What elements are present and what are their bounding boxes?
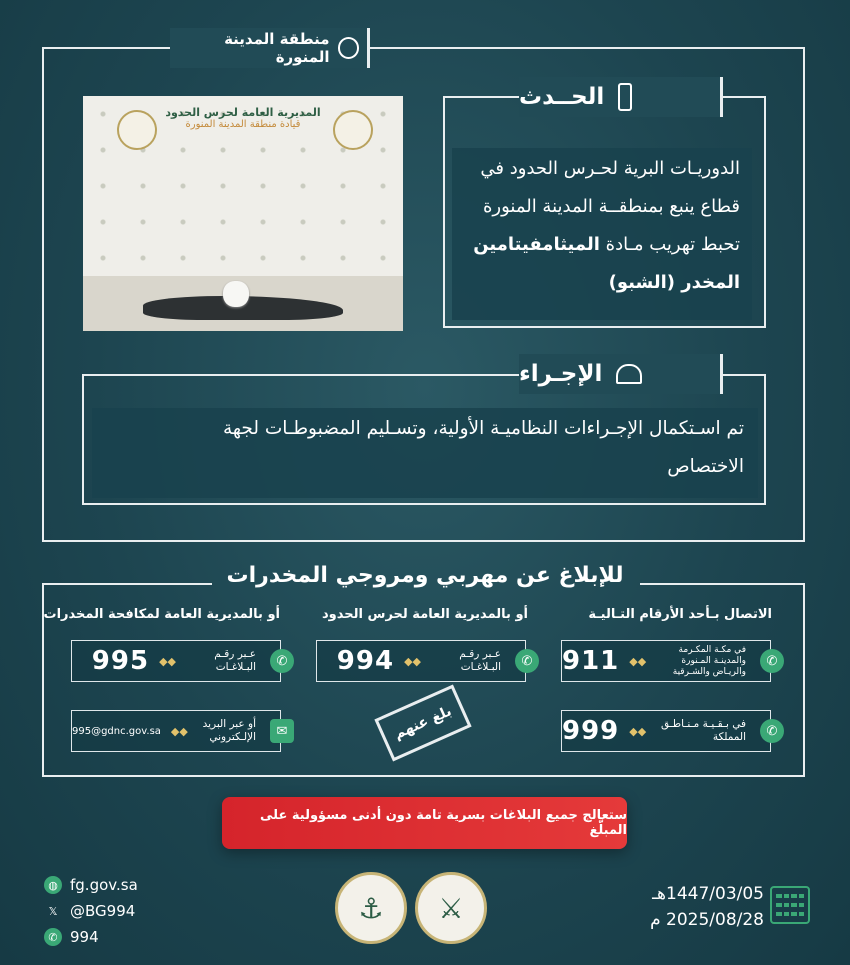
report-frame-top-right xyxy=(640,583,805,585)
region-name: منطقة المدينة المنورة xyxy=(224,30,330,66)
seizure-photo xyxy=(83,96,403,331)
date-gregorian: 2025/08/28 م xyxy=(650,910,764,930)
event-drug-name: الميثامفيتامين xyxy=(473,234,600,255)
diamond-icon: ◆◆ xyxy=(170,724,188,738)
phone-icon: ✆ xyxy=(760,719,784,743)
col-mid-head: أو بالمديرية العامة لحرس الحدود xyxy=(322,607,528,622)
report-frame-top-left xyxy=(42,583,212,585)
hotline-999-number: 999 xyxy=(562,716,620,746)
diamond-icon: ◆◆ xyxy=(629,654,647,668)
hotline-999[interactable] xyxy=(561,710,778,752)
website-text[interactable]: fg.gov.sa xyxy=(70,876,138,894)
event-line-1: الدوريـات البرية لحـرس الحدود في xyxy=(480,158,740,179)
event-title: الحــدث xyxy=(519,84,605,110)
hotline-995-number: 995 xyxy=(91,646,150,676)
event-line-2: قطاع ينبع بمنطقــة المدينة المنورة xyxy=(482,196,740,217)
region-tag xyxy=(170,28,370,68)
email-label: أو عبر البريد الإلـكتروني xyxy=(202,718,256,743)
website-link[interactable] xyxy=(44,876,138,894)
hotline-999-label: في بـقـيـة مـنـاطـق المملكة xyxy=(660,718,746,743)
phone-icon: ✆ xyxy=(44,928,62,946)
saudi-emblem: ⚔ xyxy=(415,872,487,944)
globe-icon: ◍ xyxy=(44,876,62,894)
phone-icon: ✆ xyxy=(515,649,539,673)
col-right-head: الاتصال بـأحد الأرقام التـاليـة xyxy=(588,607,772,622)
hotline-911[interactable] xyxy=(561,640,778,682)
diamond-icon: ◆◆ xyxy=(159,654,176,668)
hotline-995-label: عـبر رقـم البـلاغـات xyxy=(214,648,256,673)
x-link[interactable] xyxy=(44,902,138,920)
event-line-3-prefix: تحبط تهريب مـادة xyxy=(605,234,740,255)
diamond-icon: ◆◆ xyxy=(404,654,421,668)
phone-icon: ✆ xyxy=(270,649,294,673)
event-line-3 xyxy=(464,226,740,264)
report-heading: للإبلاغ عن مهربي ومروجي المخدرات xyxy=(226,563,624,588)
action-line-1: تم اسـتكمال الإجـراءات النظاميـة الأولية، وتسـليم المضبوطـات لجهة xyxy=(222,418,744,439)
col-left-head: أو بالمديرية العامة لمكافحة المخدرات xyxy=(43,607,280,622)
phone-link[interactable] xyxy=(44,928,138,946)
hotline-994-label: عـبر رقـم البـلاغـات xyxy=(459,648,501,673)
phone-icon: ✆ xyxy=(760,649,784,673)
dates xyxy=(620,884,764,930)
x-icon: 𝕏 xyxy=(48,904,58,918)
hotline-911-label: في مكـة المكـرمة والمدينـة المـنورة والريـاض والشـرقية xyxy=(672,644,746,677)
confidentiality-banner: ستعالج جميع البلاغات بسرية تامة دون أدنى مسؤولية على المبلّغ xyxy=(222,797,627,849)
report-them-stamp: بلغ عنهم xyxy=(374,684,471,761)
x-handle[interactable]: @BG994 xyxy=(70,902,136,920)
radio-icon xyxy=(618,83,632,111)
photo-sign-line2: قيادة منطقة المدينة المنورة xyxy=(185,119,301,130)
hotline-911-number: 911 xyxy=(562,646,620,676)
event-line-4: المخدر (الشبو) xyxy=(608,272,740,293)
border-guard-emblem: ⚓ xyxy=(335,872,407,944)
hotline-994-number: 994 xyxy=(336,646,395,676)
action-line-2: الاختصاص xyxy=(667,456,744,477)
action-text-box xyxy=(92,408,758,498)
mail-icon: ✉ xyxy=(270,719,294,743)
hotline-994[interactable] xyxy=(316,640,533,682)
event-text-box xyxy=(452,148,752,320)
photo-sign xyxy=(83,106,403,130)
email-report[interactable] xyxy=(71,710,288,752)
photo-seized-bag xyxy=(223,281,249,307)
action-title: الإجـراء xyxy=(519,361,603,387)
photo-sign-line1: المديرية العامة لحرس الحدود xyxy=(165,106,321,119)
calendar-icon xyxy=(770,886,810,924)
alarm-icon xyxy=(616,364,642,384)
action-title-bar xyxy=(519,354,723,394)
region-search-icon xyxy=(338,37,359,59)
footer-links xyxy=(44,876,138,946)
hotline-995[interactable] xyxy=(71,640,288,682)
phone-text[interactable]: 994 xyxy=(70,928,99,946)
event-title-bar xyxy=(519,77,723,117)
diamond-icon: ◆◆ xyxy=(629,724,647,738)
email-address[interactable]: 995@gdnc.gov.sa xyxy=(72,725,161,737)
date-hijri: 1447/03/05هـ xyxy=(652,884,764,904)
